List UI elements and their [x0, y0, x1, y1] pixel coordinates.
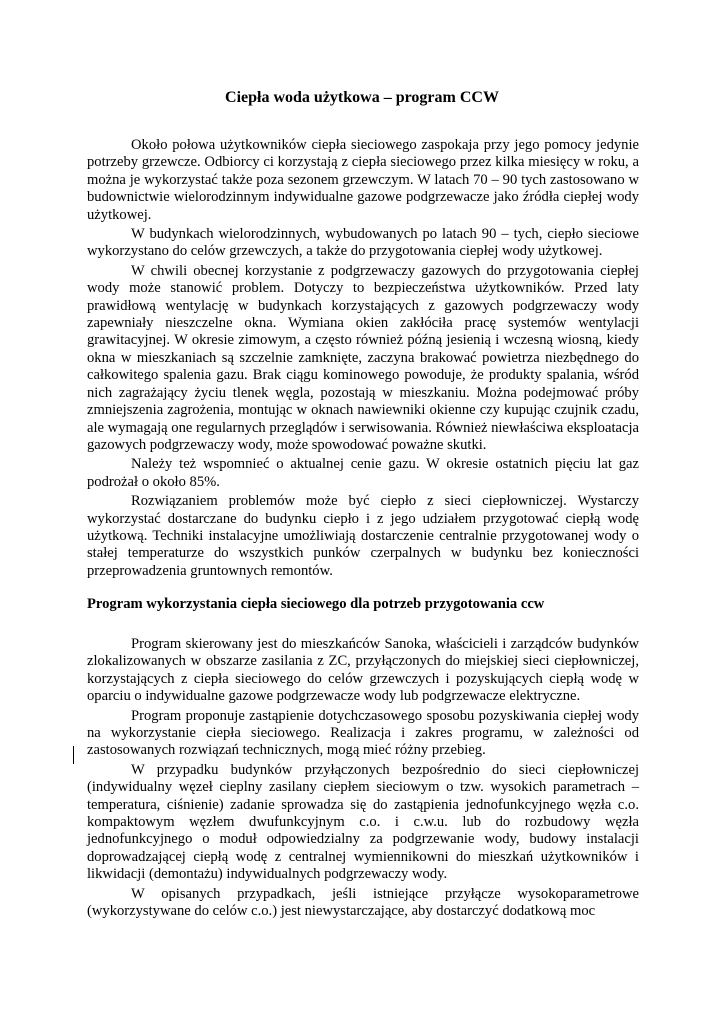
paragraph: Należy też wspomnieć o aktualnej cenie gazu. W okresie ostatnich pięciu lat gaz podrożał o około 85%. [87, 456, 639, 490]
paragraph: W chwili obecnej korzystanie z podgrzewaczy gazowych do przygotowania ciepłej wody może stanowić problem. Dotyczy to bezpieczeństwa użytkowników. Przed laty prawidłową wentylację w budynkach korzystających z gazowych podgrzewaczy wody zapewniały nieszczelne okna. Wymiana okien zakłóciła pracę systemów wentylacji grawitacyjnej. W okresie zimowym, a często również późną jesienią i wczesną wiosną, kiedy okna w mieszkaniach są szczelnie zamknięte, zaczyna brakować powietrza niezbędnego do całkowitego spalenia gazu. Brak ciągu kominowego powoduje, że produkty spalania, wśród nich zagrażający życiu tlenek węgla, pozostają w mieszkaniu. Można podejmować próby zmniejszenia zagrożenia, montując w oknach nawiewniki okienne czy kupując czujnik czadu, ale wymagają one regularnych przeglądów i serwisowania. Również niewłaściwa eksploatacja gazowych podgrzewaczy wody, może spowodować poważne skutki. [87, 262, 639, 453]
paragraph: W budynkach wielorodzinnych, wybudowanych po latach 90 – tych, ciepło sieciowe wykorzystano do celów grzewczych, a także do przygotowania ciepłej wody użytkowej. [87, 226, 639, 260]
paragraph: Program skierowany jest do mieszkańców Sanoka, właścicieli i zarządców budynków zlokalizowanych w obszarze zasilania z ZC, przyłączonych do miejskiej sieci ciepłowniczej, korzystających z ciepła sieciowego do celów grzewczych i pozyskujących ciepłą wodę w oparciu o indywidualne gazowe podgrzewacze wody lub podgrzewacze elektryczne. [87, 636, 639, 705]
paragraph: Program proponuje zastąpienie dotychczasowego sposobu pozyskiwania ciepłej wody na wykorzystanie ciepła sieciowego. Realizacja i zakres programu, w zależności od zastosowanych rozwiązań technicznych, mogą mieć różny przebieg. [87, 707, 639, 759]
paragraph: W przypadku budynków przyłączonych bezpośrednio do sieci ciepłowniczej (indywidualny węzeł cieplny zasilany ciepłem sieciowym o tzw. wysokich parametrach – temperatura, ciśnienie) zadanie sprowadza się do zastąpienia jednofunkcyjnego węzła c.o. kompaktowym węzłem dwufunkcyjnym c.o. i c.w.u. lub do rozbudowy węzła jednofunkcyjnego o moduł odpowiedzialny za podgrzewanie wody, budowy instalacji doprowadzającej ciepłą wodę z centralnej wymiennikowni do mieszkań użytkowników i likwidacji (demontażu) indywidualnych podgrzewaczy wody. [87, 761, 639, 883]
section-heading: Program wykorzystania ciepła sieciowego dla potrzeb przygotowania ccw [87, 596, 545, 612]
paragraph: Rozwiązaniem problemów może być ciepło z sieci ciepłowniczej. Wystarczy wykorzystać dostarczane do budynku ciepło i z jego udziałem przygotować ciepłą wodę użytkową. Techniki instalacyjne umożliwiają dostarczenie centralnie przygotowanej wody o stałej temperaturze do wszystkich punków czerpalnych w budynku bez konieczności przeprowadzenia gruntownych remontów. [87, 493, 639, 579]
program-section [87, 636, 639, 921]
document-title: Ciepła woda użytkowa – program CCW [225, 89, 499, 106]
revision-change-bar [73, 746, 74, 764]
paragraph: W opisanych przypadkach, jeśli istniejące przyłącze wysokoparametrowe (wykorzystywane do celów c.o.) jest niewystarczające, aby dostarczyć dodatkową moc [87, 885, 639, 920]
intro-section [87, 137, 639, 580]
paragraph: Około połowa użytkowników ciepła sieciowego zaspokaja przy jego pomocy jedynie potrzeby grzewcze. Odbiorcy ci korzystają z ciepła sieciowego przez kilka miesięcy w roku, a można je wykorzystać także poza sezonem grzewczym. W latach 70 – 90 tych zastosowano w budownictwie wielorodzinnym indywidualne gazowe podgrzewacze jako źródła ciepłej wody użytkowej. [87, 137, 639, 223]
